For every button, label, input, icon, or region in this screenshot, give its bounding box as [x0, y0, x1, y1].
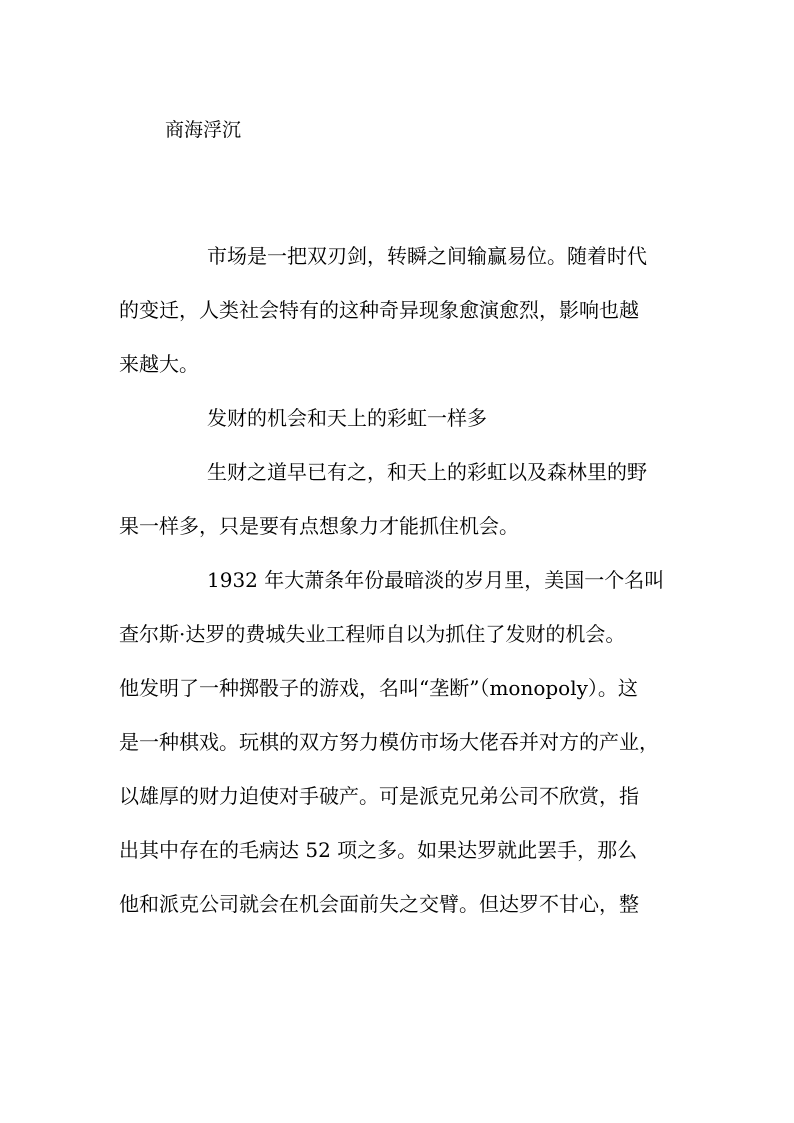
paragraph-1-line-1: 市场是一把双刃剑，转瞬之间输赢易位。随着时代 — [207, 244, 647, 268]
paragraph-3-line-4: 是一种棋戏。玩棋的双方努力模仿市场大佬吞并对方的产业， — [119, 730, 659, 754]
paragraph-3-line-6: 出其中存在的毛病达 52 项之多。如果达罗就此罢手，那么 — [119, 838, 638, 862]
document-title: 商海浮沉 — [165, 119, 242, 141]
paragraph-1-line-3: 来越大。 — [119, 352, 199, 376]
paragraph-2-line-1: 生财之道早已有之，和天上的彩虹以及森林里的野 — [207, 460, 647, 484]
paragraph-3-line-1: 1932 年大萧条年份最暗淡的岁月里，美国一个名叫 — [207, 568, 665, 592]
document-body — [119, 236, 684, 938]
section-heading: 发财的机会和天上的彩虹一样多 — [207, 406, 487, 430]
paragraph-2-line-2: 果一样多，只是要有点想象力才能抓住机会。 — [119, 514, 519, 538]
paragraph-3-line-3: 他发明了一种掷骰子的游戏，名叫“垄断”（monopoly）。这 — [119, 676, 638, 700]
paragraph-3-line-2: 查尔斯·达罗的费城失业工程师自以为抓住了发财的机会。 — [119, 622, 626, 646]
paragraph-3-line-5: 以雄厚的财力迫使对手破产。可是派克兄弟公司不欣赏，指 — [119, 784, 639, 808]
paragraph-1-line-2: 的变迁，人类社会特有的这种奇异现象愈演愈烈，影响也越 — [119, 298, 639, 322]
paragraph-3-line-7: 他和派克公司就会在机会面前失之交臂。但达罗不甘心，整 — [119, 892, 639, 916]
